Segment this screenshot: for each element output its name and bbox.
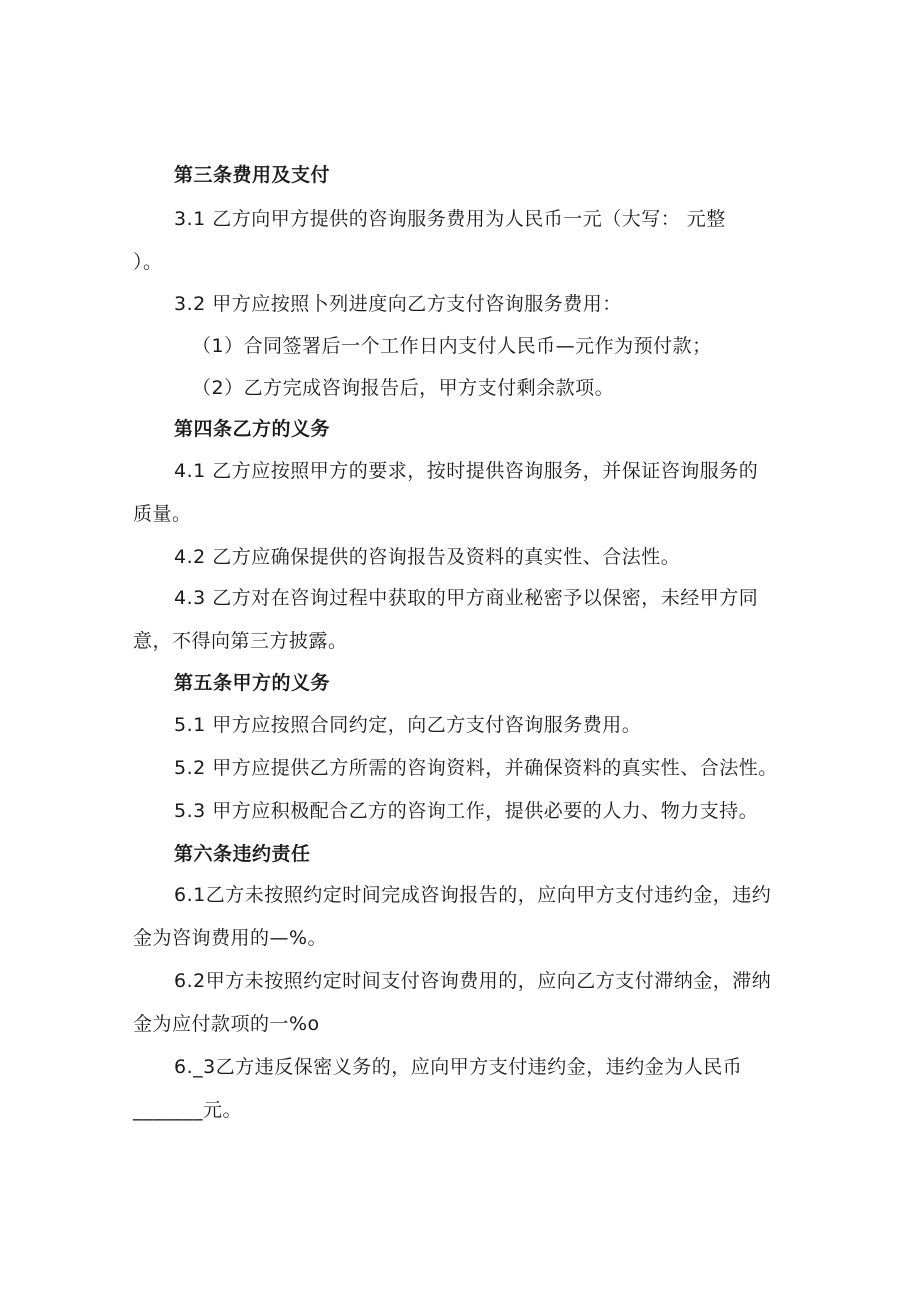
clause-3-2-item-2: （2）乙方完成咨询报告后，甲方支付剩余款项。: [192, 377, 615, 399]
clause-3-2-item-1: （1）合同签署后一个工作日内支付人民币—元作为预付款；: [192, 335, 712, 357]
clause-4-3-cont: 意，不得向第三方披露。: [133, 630, 348, 652]
clause-6-2-cont: 金为应付款项的一%o: [133, 1013, 320, 1035]
section-heading-4: 第四条乙方的义务: [174, 418, 331, 440]
clause-6-3-cont: _______元。: [133, 1099, 243, 1121]
clause-6-3: 6._3乙方违反保密义务的，应向甲方支付违约金，违约金为人民币: [174, 1056, 743, 1078]
clause-6-1: 6.1乙方未按照约定时间完成咨询报告的，应向甲方支付违约金，违约: [174, 884, 772, 906]
clause-4-1-cont: 质量。: [133, 503, 192, 525]
clause-3-2: 3.2 甲方应按照卜列进度向乙方支付咨询服务费用：: [174, 293, 622, 315]
section-heading-5: 第五条甲方的义务: [174, 672, 331, 694]
clause-4-3: 4.3 乙方对在咨询过程中获取的甲方商业秘密予以保密，未经甲方同: [174, 587, 759, 609]
clause-6-2: 6.2甲方未按照约定时间支付咨询费用的，应向乙方支付滞纳金，滞纳: [174, 970, 772, 992]
section-heading-6: 第六条违约责任: [174, 843, 311, 865]
clause-3-1-cont: ）。: [133, 251, 163, 273]
section-heading-3: 第三条费用及支付: [174, 164, 331, 186]
clause-5-1: 5.1 甲方应按照合同约定，向乙方支付咨询服务费用。: [174, 714, 642, 736]
clause-3-1: 3.1 乙方向甲方提供的咨询服务费用为人民币一元（大写： 元整: [174, 208, 726, 230]
clause-4-2: 4.2 乙方应确保提供的咨询报告及资料的真实性、合法性。: [174, 546, 681, 568]
clause-5-3: 5.3 甲方应积极配合乙方的咨询工作，提供必要的人力、物力支持。: [174, 800, 759, 822]
clause-4-1: 4.1 乙方应按照甲方的要求，按时提供咨询服务，并保证咨询服务的: [174, 460, 759, 482]
clause-5-2: 5.2 甲方应提供乙方所需的咨询资料，并确保资料的真实性、合法性。: [174, 757, 778, 779]
clause-6-1-cont: 金为咨询费用的—%。: [133, 927, 328, 949]
